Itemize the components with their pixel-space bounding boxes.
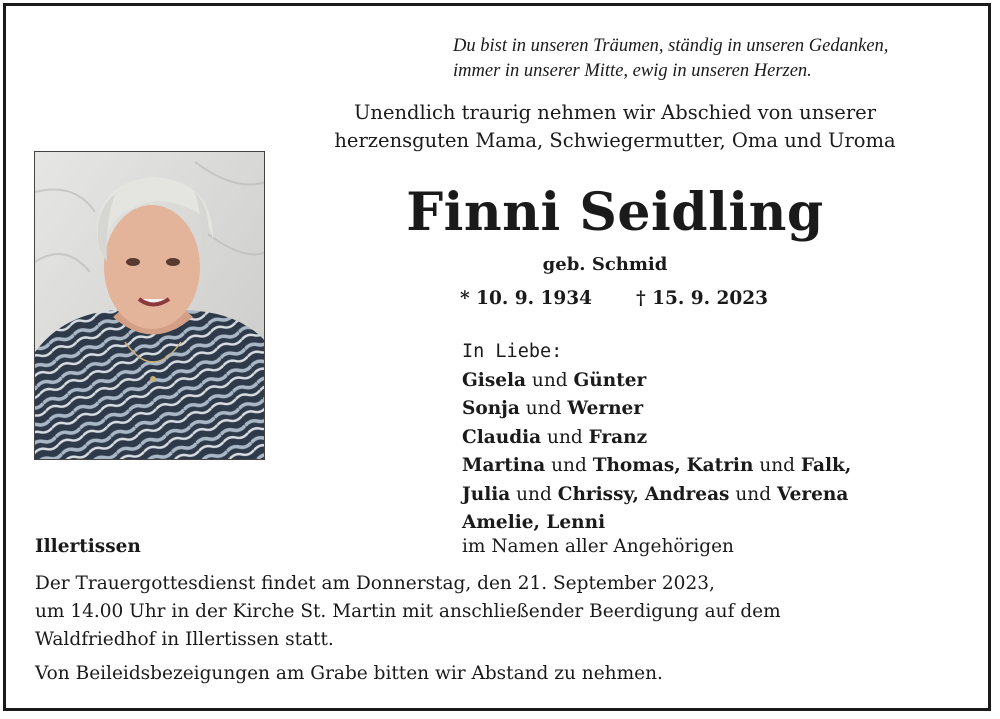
birth-date: * 10. 9. 1934 bbox=[460, 288, 592, 309]
mourner-row: Claudia und Franz bbox=[462, 426, 648, 448]
intro-line: Unendlich traurig nehmen wir Abschied von unserer bbox=[353, 101, 877, 124]
mourner-row: Julia und Chrissy, Andreas und Verena bbox=[462, 483, 849, 505]
mourners-list bbox=[462, 338, 851, 538]
portrait-image bbox=[35, 152, 265, 460]
death-date: † 15. 9. 2023 bbox=[636, 288, 768, 309]
maiden-name: geb. Schmid bbox=[542, 254, 668, 275]
intro-text bbox=[290, 99, 940, 155]
mourner-row: Gisela und Günter bbox=[462, 369, 647, 391]
motto-verse bbox=[453, 34, 973, 84]
service-notice bbox=[35, 570, 965, 654]
deceased-name: Finni Seidling bbox=[406, 182, 824, 243]
service-line: Waldfriedhof in Illertissen statt. bbox=[35, 629, 334, 650]
intro-line: herzensguten Mama, Schwiegermutter, Oma und Uroma bbox=[334, 129, 896, 152]
portrait-photo bbox=[34, 151, 265, 460]
place-name: Illertissen bbox=[35, 536, 141, 557]
motto-line: immer in unserer Mitte, ewig in unseren Herzen. bbox=[453, 61, 812, 81]
motto-line: Du bist in unseren Träumen, ständig in unseren Gedanken, bbox=[453, 36, 889, 56]
condolence-notice: Von Beileidsbezeigungen am Grabe bitten wir Abstand zu nehmen. bbox=[35, 663, 663, 684]
service-line: Der Trauergottesdienst findet am Donnerstag, den 21. September 2023, bbox=[35, 573, 715, 594]
mourners-closing: im Namen aller Angehörigen bbox=[462, 536, 734, 557]
mourners-heading: In Liebe: bbox=[462, 341, 563, 362]
mourner-row: Martina und Thomas, Katrin und Falk, bbox=[462, 455, 852, 476]
mourner-row: Amelie, Lenni bbox=[462, 512, 606, 533]
mourner-row: Sonja und Werner bbox=[462, 398, 644, 419]
service-line: um 14.00 Uhr in der Kirche St. Martin mit anschließender Beerdigung auf dem bbox=[35, 601, 781, 622]
